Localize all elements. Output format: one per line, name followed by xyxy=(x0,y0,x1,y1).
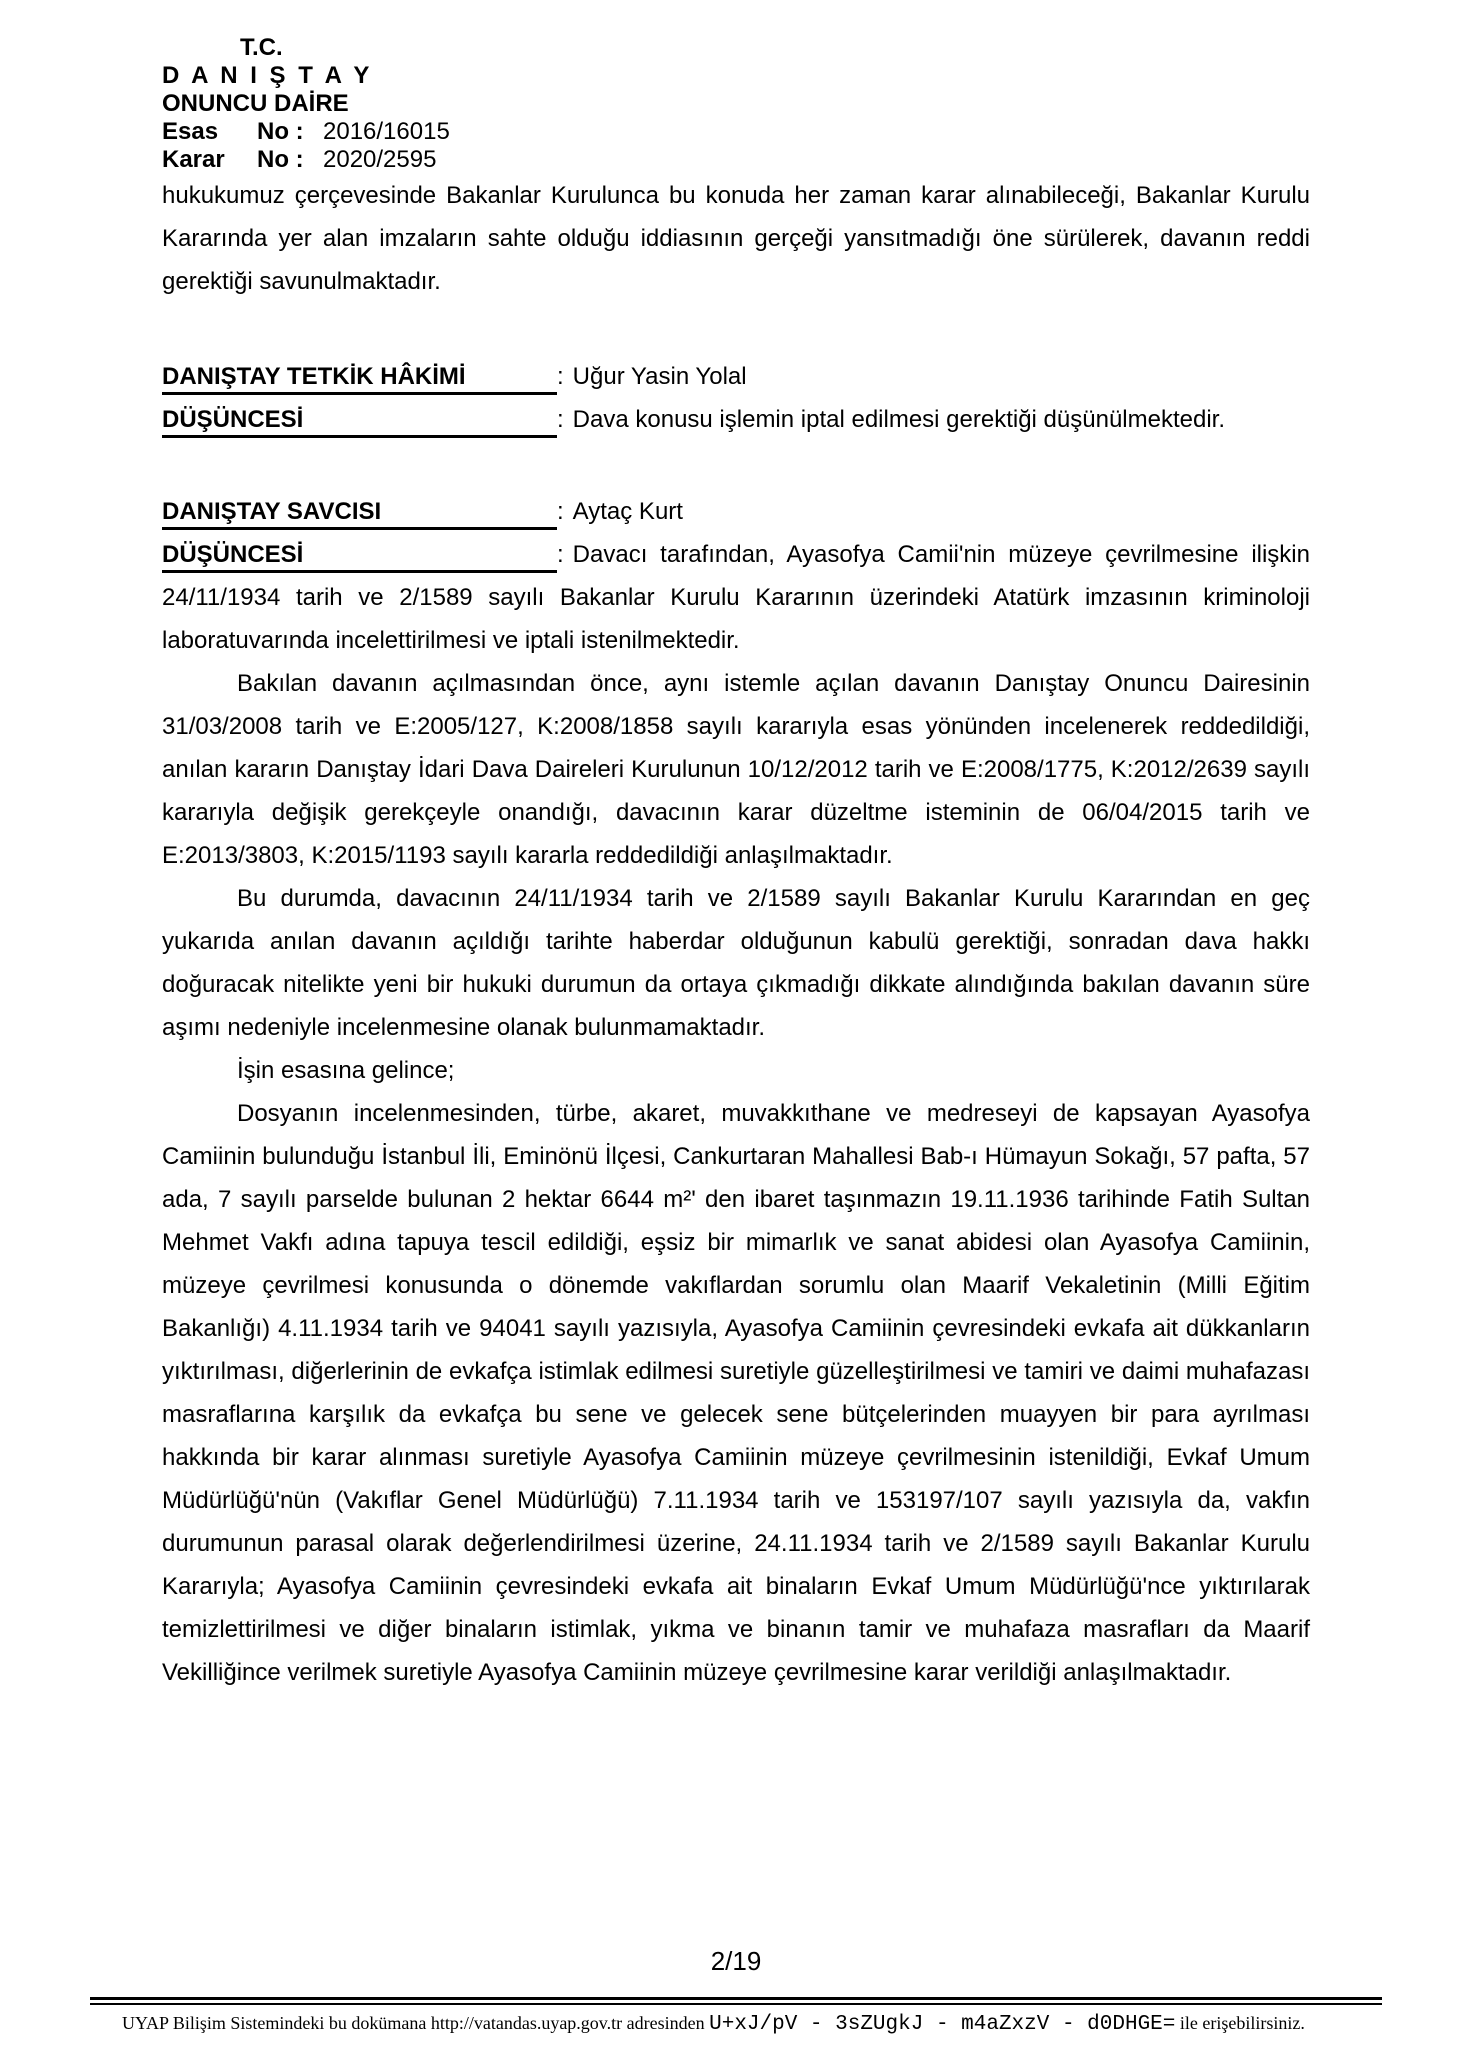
page-number: 2/19 xyxy=(710,1946,762,1976)
paragraph-sure-asimi: Bu durumda, davacının 24/11/1934 tarih ve 2/1589 sayılı Bakanlar Kurulu Kararından en geç yukarıda anılan davanın açıldığı tarihte haberdar olduğunun kabulü gerektiği, sonradan dava hakkı doğuracak nitelikte yeni bir hukuki durumun da ortaya çıkmadığı dikkate alındığında bakılan davanın süre aşımı nedeniyle incelenmesine olanak bulunmamaktadır. xyxy=(162,885,1310,1041)
footer-divider xyxy=(90,1997,1382,2005)
savci-dusuncesi-row xyxy=(162,533,1310,662)
savci-dusuncesi-value: Davacı tarafından, Ayasofya Camii'nin müzeye çevrilmesine ilişkin 24/11/1934 tarih ve 2/1589 sayılı Bakanlar Kurulu Kararının üzerindeki Atatürk imzasının kriminoloji laboratuvarında incelettirilmesi ve iptali istenilmektedir. xyxy=(162,541,1310,654)
colon-separator: : xyxy=(557,498,564,525)
esas-no-row xyxy=(162,118,1310,146)
tetkik-hakimi-row xyxy=(162,355,1310,398)
paragraph-onceki-dava: Bakılan davanın açılmasından önce, aynı istemle açılan davanın Danıştay Onuncu Dairesinin 31/03/2008 tarih ve E:2005/127, K:2008/1858 sayılı kararıyla esas yönünden incelenerek reddedildiği, anılan kararın Danıştay İdari Dava Daireleri Kurulunun 10/12/2012 tarih ve E:2008/1775, K:2012/2639 sayılı kararıyla değişik gerekçeyle onandığı, davacının karar düzeltme isteminin de 06/04/2015 tarih ve E:2013/3803, K:2015/1193 sayılı kararla reddedildiği anlaşılmaktadır. xyxy=(162,670,1310,869)
karar-no-label: No : xyxy=(257,146,304,173)
savci-value: Aytaç Kurt xyxy=(572,498,683,525)
document-header xyxy=(162,34,1310,174)
uyap-access-prefix: UYAP Bilişim Sistemindeki bu dokümana http://vatandas.uyap.gov.tr adresinden xyxy=(122,2013,705,2033)
tetkik-dusuncesi-value: Dava konusu işlemin iptal edilmesi gerektiği düşünülmektedir. xyxy=(572,406,1225,433)
esas-label: Esas xyxy=(162,118,219,145)
colon-separator: : xyxy=(557,541,564,568)
header-chamber: ONUNCU DAİRE xyxy=(162,90,349,117)
document-footer xyxy=(0,1946,1472,2047)
header-tc: T.C. xyxy=(240,34,283,61)
paragraph-dosya-incelemesi: Dosyanın incelenmesinden, türbe, akaret, muvakkıthane ve medreseyi de kapsayan Ayasofya Camiinin bulunduğu İstanbul İli, Eminönü İlçesi, Cankurtaran Mahallesi Bab-ı Hümayun Sokağı, 57 pafta, 57 ada, 7 sayılı parselde bulunan 2 hektar 6644 m²' den ibaret taşınmazın 19.11.1936 tarihinde Fatih Sultan Mehmet Vakfı adına tapuya tescil edildiği, eşsiz bir mimarlık ve sanat abidesi olan Ayasofya Camiinin, müzeye çevrilmesi konusunda o dönemde vakıflardan sorumlu olan Maarif Vekaletinin (Milli Eğitim Bakanlığı) 4.11.1934 tarih ve 94041 sayılı yazısıyla, Ayasofya Camiinin çevresindeki evkafa ait dükkanların yıktırılması, diğerlerinin de evkafça istimlak edilmesi suretiyle güzelleştirilmesi ve tamiri ve daimi muhafazası masraflarına karşılık da evkafça bu sene ve gelecek sene bütçelerinden muayyen bir para ayrılması hakkında bir karar alınması suretiyle Ayasofya Camiinin müzeye çevrilmesinin istenildiği, Evkaf Umum Müdürlüğü'nün (Vakıflar Genel Müdürlüğü) 7.11.1934 tarih ve 153197/107 sayılı yazısıyla da, vakfın durumunun parasal olarak değerlendirilmesi üzerine, 24.11.1934 tarih ve 2/1589 sayılı Bakanlar Kurulu Kararıyla; Ayasofya Camiinin çevresindeki evkafa ait binaların Evkaf Umum Müdürlüğü'nce yıktırılarak temizlettirilmesi ve diğer binaların istimlak, yıkma ve binanın tamir ve muhafaza masrafları da Maarif Vekilliğince verilmek suretiyle Ayasofya Camiinin müzeye çevrilmesine karar verildiği anlaşılmaktadır. xyxy=(162,1100,1310,1686)
tetkik-dusuncesi-row xyxy=(162,398,1310,441)
savci-dusuncesi-label: DÜŞÜNCESİ xyxy=(162,539,557,573)
karar-label: Karar xyxy=(162,146,225,173)
esas-no-label: No : xyxy=(257,118,304,145)
karar-no-value: 2020/2595 xyxy=(323,146,437,173)
document-body xyxy=(162,174,1310,1694)
tetkik-hakimi-label: DANIŞTAY TETKİK HÂKİMİ xyxy=(162,361,557,395)
tetkik-hakimi-value: Uğur Yasin Yolal xyxy=(572,363,747,390)
colon-separator: : xyxy=(557,406,564,433)
tetkik-dusuncesi-label: DÜŞÜNCESİ xyxy=(162,404,557,438)
header-court-name: D A N I Ş T A Y xyxy=(162,62,373,89)
tetkik-hakimi-section xyxy=(162,355,1310,441)
paragraph-isin-esasi: İşin esasına gelince; xyxy=(237,1057,455,1084)
uyap-access-line xyxy=(122,2010,1412,2038)
savci-label: DANIŞTAY SAVCISI xyxy=(162,496,557,530)
esas-no-value: 2016/16015 xyxy=(323,118,450,145)
uyap-access-suffix: ile erişebilirsiniz. xyxy=(1179,2013,1305,2033)
uyap-access-code: U+xJ/pV - 3sZUgkJ - m4aZxzV - d0DHGE= xyxy=(709,2013,1176,2036)
karar-no-row xyxy=(162,146,1310,174)
savci-row xyxy=(162,490,1310,533)
savci-section xyxy=(162,490,1310,1694)
colon-separator: : xyxy=(557,363,564,390)
paragraph-savunma: hukukumuz çerçevesinde Bakanlar Kurulunca bu konuda her zaman karar alınabileceği, Bakanlar Kurulu Kararında yer alan imzaların sahte olduğu iddiasının gerçeği yansıtmadığı öne sürülerek, davanın reddi gerektiği savunulmaktadır. xyxy=(162,182,1310,295)
